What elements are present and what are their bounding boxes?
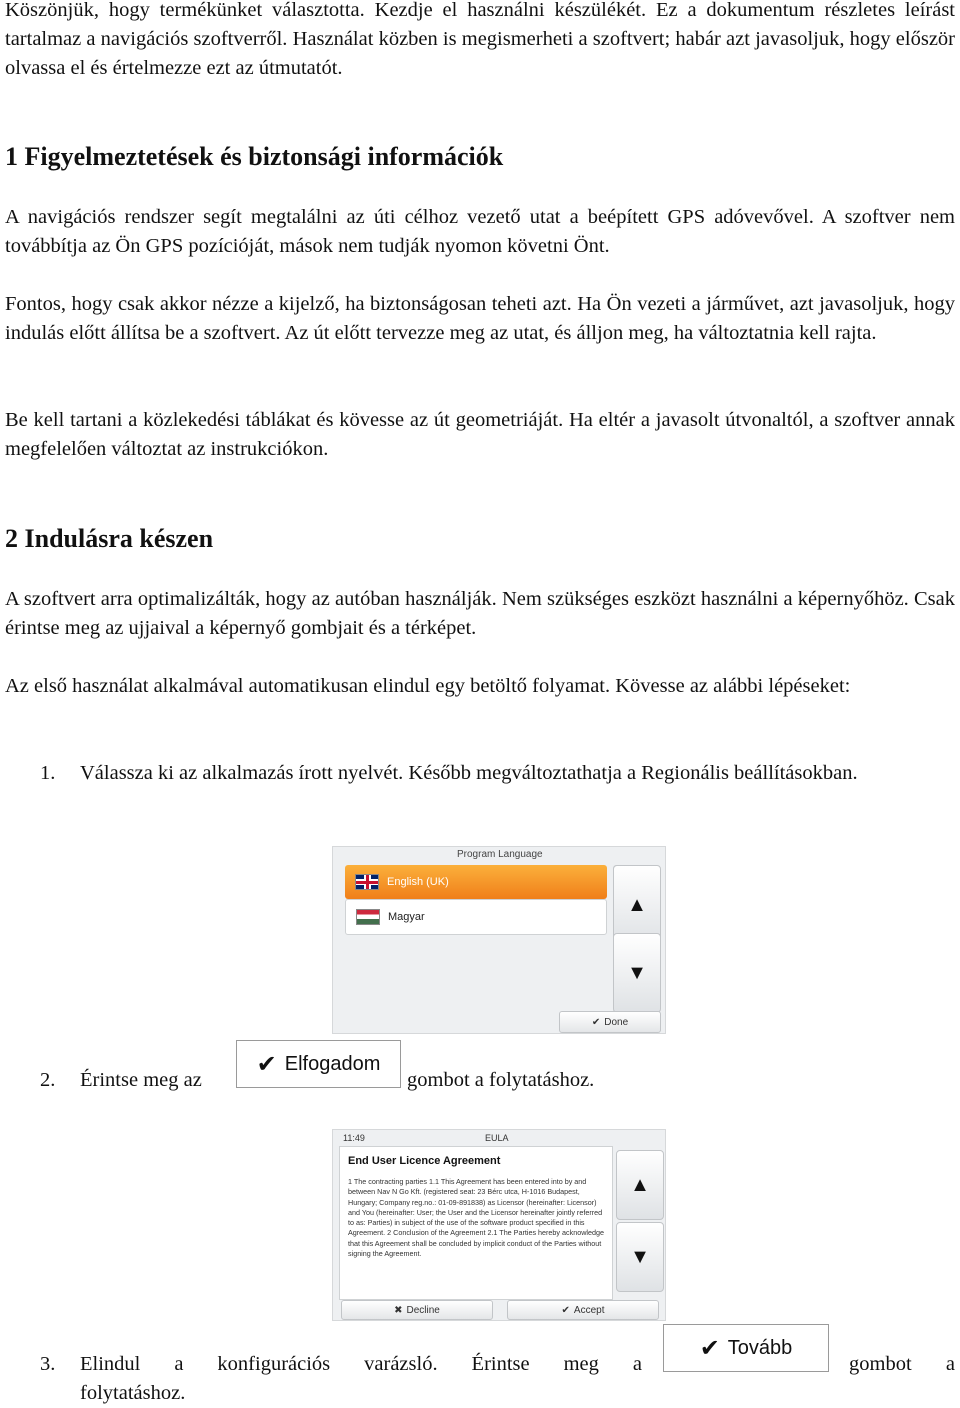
arrow-up-icon: ▲ <box>630 1173 650 1196</box>
done-label: Done <box>604 1016 629 1028</box>
eula-text-panel[interactable] <box>339 1146 613 1300</box>
eula-title: End User Licence Agreement <box>348 1155 501 1167</box>
scroll-down-button[interactable] <box>613 933 661 1013</box>
tovabb-label: Tovább <box>727 1336 793 1359</box>
done-button[interactable] <box>559 1011 661 1033</box>
language-label: English (UK) <box>387 876 449 888</box>
step-text-after: gombot a <box>849 1353 955 1375</box>
eula-body: 1 The contracting parties 1.1 This Agreement has been entered into by and between Nav N Go Kft. (registered seat: 23 Bérc utca, H-1016 Budapest, Hungary; Company reg.no.: 01-09-891838) as Licensor (hereinafter: Licensor) and You (hereinafter: User; the User and the Licensor hereinafter jointly referred to as: Parties) in subject of the use of the software product specified in this Agreement. 2 Conclusion of the Agreement 2.1 The Parties hereby acknowledge that this Agreement shall be concluded by implicit conduct of the Parties without signing the Agreement. <box>348 1177 604 1259</box>
check-icon: ✔ <box>561 1304 570 1316</box>
decline-label: Decline <box>406 1304 440 1316</box>
accept-button[interactable] <box>507 1300 659 1320</box>
eula-screenshot <box>332 1129 666 1321</box>
program-language-screenshot <box>332 846 666 1034</box>
hu-flag-icon <box>356 909 380 925</box>
decline-button[interactable] <box>341 1300 493 1320</box>
accept-label: Accept <box>573 1304 605 1316</box>
check-icon: ✔ <box>256 1050 277 1078</box>
step-number: 1. <box>40 762 56 784</box>
elfogadom-label: Elfogadom <box>284 1052 381 1075</box>
step-text-line2: folytatáshoz. <box>80 1382 186 1404</box>
step-text: Válassza ki az alkalmazás írott nyelvét. Később megváltoztathatja a Regionális beállításokban. <box>80 762 858 784</box>
uk-flag-icon <box>355 874 379 890</box>
section2-heading: 2 Indulásra készen <box>5 524 214 553</box>
section1-paragraph-1: A navigációs rendszer segít megtalálni az úti célhoz vezető utat a beépített GPS adóvevővel. A szoftver nem továbbítja az Ön GPS pozícióját, mások nem tudják nyomon követni Önt. <box>5 206 955 257</box>
arrow-down-icon: ▼ <box>627 961 647 984</box>
step-number: 3. <box>40 1353 56 1375</box>
step-text-before: Elindul a konfigurációs varázsló. Érintse meg a <box>80 1353 642 1375</box>
close-icon: ✖ <box>394 1304 403 1316</box>
section2-paragraph-1: A szoftvert arra optimalizálták, hogy az autóban használják. Nem szükséges eszközt használni a képernyőhöz. Csak érintse meg az ujjaival a képernyő gombjait és a térképet. <box>5 588 955 639</box>
check-icon: ✔ <box>699 1334 720 1362</box>
screen-title: EULA <box>485 1133 509 1143</box>
elfogadom-button-image <box>236 1040 401 1088</box>
step-text-after: gombot a folytatáshoz. <box>407 1069 595 1091</box>
screen-title: Program Language <box>457 849 543 860</box>
section1-paragraph-2: Fontos, hogy csak akkor nézze a kijelző, ha biztonságosan teheti azt. Ha Ön vezeti a járművet, azt javasoljuk, hogy indulás előtt állítsa be a szoftvert. Az út előtt tervezze meg az utat, és álljon meg, ha változtatnia kell rajta. <box>5 293 955 344</box>
language-label: Magyar <box>388 911 425 923</box>
check-icon: ✔ <box>591 1016 601 1028</box>
section1-paragraph-3: Be kell tartani a közlekedési táblákat és kövesse az út geometriáját. Ha eltér a javasolt útvonaltól, a szoftver annak megfelelően változtat az instrukciókon. <box>5 409 955 460</box>
section2-paragraph-2: Az első használat alkalmával automatikusan elindul egy betöltő folyamat. Kövesse az alábbi lépéseket: <box>5 675 851 697</box>
tovabb-button-image <box>663 1324 829 1372</box>
clock-time: 11:49 <box>343 1133 365 1143</box>
intro-paragraph: Köszönjük, hogy termékünket választotta. Kezdje el használni készülékét. Ez a dokumentum részletes leírást tartalmaz a navigációs szoftverről. Használat közben is megismerheti a szoftvert; habár azt javasoljuk, hogy először olvassa el és értelmezze ezt az útmutatót. <box>5 0 955 79</box>
language-item-magyar[interactable] <box>345 899 607 935</box>
language-item-english[interactable] <box>345 865 607 899</box>
step-number: 2. <box>40 1069 56 1091</box>
section1-heading: 1 Figyelmeztetések és biztonsági információk <box>5 142 504 171</box>
scroll-up-button[interactable] <box>616 1150 664 1220</box>
arrow-down-icon: ▼ <box>630 1245 650 1268</box>
scroll-down-button[interactable] <box>616 1222 664 1292</box>
step-text-before: Érintse meg az <box>80 1069 202 1091</box>
arrow-up-icon: ▲ <box>627 893 647 916</box>
